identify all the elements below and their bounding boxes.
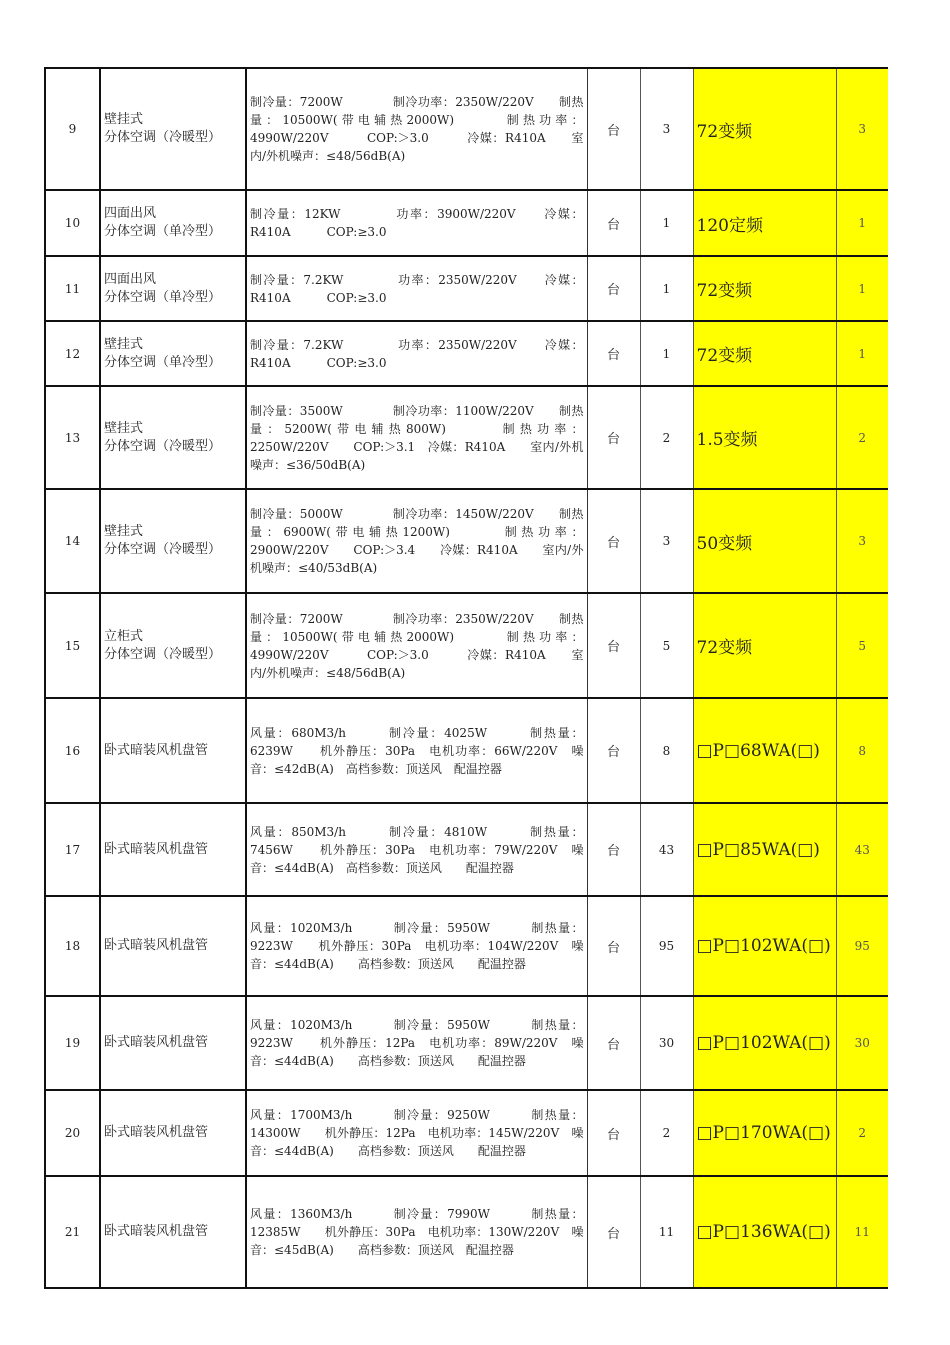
equipment-name-cell[interactable] xyxy=(100,190,246,256)
equipment-name-cell[interactable] xyxy=(100,593,246,698)
table-row xyxy=(45,896,888,996)
confirmed-quantity-cell[interactable]: 95 xyxy=(836,896,888,996)
model-cell[interactable]: 1.5变频 xyxy=(693,386,836,489)
model-cell[interactable]: 120定频 xyxy=(693,190,836,256)
table-row xyxy=(45,386,888,489)
row-number-cell[interactable]: 12 xyxy=(45,321,100,386)
equipment-name-line: 分体空调（单冷型） xyxy=(104,354,222,370)
model-cell[interactable]: □P□102WA(□) xyxy=(693,896,836,996)
spec-cell[interactable]: 风量：680M3/h 制冷量：4025W 制热量：6239W 机外静压：30Pa 电机功率：66W/220V 噪音：≤42dB(A) 高档参数：顶送风 配温控器 xyxy=(246,698,587,803)
model-cell[interactable]: 72变频 xyxy=(693,256,836,321)
quantity-cell[interactable]: 2 xyxy=(640,1090,693,1176)
confirmed-quantity-cell[interactable]: 5 xyxy=(836,593,888,698)
equipment-name-cell[interactable] xyxy=(100,896,246,996)
confirmed-quantity-cell[interactable]: 8 xyxy=(836,698,888,803)
confirmed-quantity-cell[interactable]: 2 xyxy=(836,1090,888,1176)
model-cell[interactable]: □P□136WA(□) xyxy=(693,1176,836,1288)
spec-cell[interactable]: 制冷量：12KW 功率：3900W/220V 冷媒：R410A COP:≥3.0 xyxy=(246,190,587,256)
row-number-cell[interactable]: 19 xyxy=(45,996,100,1090)
spec-cell[interactable]: 风量：850M3/h 制冷量：4810W 制热量：7456W 机外静压：30Pa 电机功率：79W/220V 噪音：≤44dB(A) 高档参数：顶送风 配温控器 xyxy=(246,803,587,896)
row-number-cell[interactable]: 17 xyxy=(45,803,100,896)
quantity-cell[interactable]: 43 xyxy=(640,803,693,896)
quantity-cell[interactable]: 11 xyxy=(640,1176,693,1288)
confirmed-quantity-cell[interactable]: 1 xyxy=(836,190,888,256)
table-row xyxy=(45,1090,888,1176)
spec-cell[interactable]: 制冷量：5000W 制冷功率：1450W/220V 制热量：6900W(带电辅热1200W) 制热功率：2900W/220V COP:＞3.4 冷媒：R410A 室内/外机噪声：≤40/53dB(A) xyxy=(246,489,587,593)
row-number-cell[interactable]: 16 xyxy=(45,698,100,803)
equipment-name-line: 分体空调（单冷型） xyxy=(104,289,222,305)
table-body xyxy=(45,68,888,1288)
equipment-name-line: 壁挂式 xyxy=(104,524,144,539)
spec-cell[interactable]: 制冷量：7200W 制冷功率：2350W/220V 制热量：10500W(带电辅热2000W) 制热功率：4990W/220V COP:＞3.0 冷媒：R410A 室内/外机噪声：≤48/56dB(A) xyxy=(246,68,587,190)
equipment-name-cell[interactable] xyxy=(100,68,246,190)
equipment-name-line: 壁挂式 xyxy=(104,336,144,352)
unit-cell[interactable]: 台 xyxy=(587,190,640,256)
equipment-name-line: 卧式暗装风机盘管 xyxy=(104,938,209,953)
model-cell[interactable]: □P□85WA(□) xyxy=(693,803,836,896)
quantity-cell[interactable]: 30 xyxy=(640,996,693,1090)
equipment-name-line: 卧式暗装风机盘管 xyxy=(104,742,209,758)
equipment-name-line: 卧式暗装风机盘管 xyxy=(104,1125,209,1140)
equipment-name-line: 四面出风 xyxy=(104,206,157,221)
equipment-name-line: 卧式暗装风机盘管 xyxy=(104,1224,209,1239)
equipment-name-cell[interactable] xyxy=(100,996,246,1090)
row-number-cell[interactable]: 15 xyxy=(45,593,100,698)
row-number-cell[interactable]: 14 xyxy=(45,489,100,593)
confirmed-quantity-cell[interactable]: 1 xyxy=(836,256,888,321)
confirmed-quantity-cell[interactable]: 2 xyxy=(836,386,888,489)
unit-cell[interactable]: 台 xyxy=(587,489,640,593)
model-cell[interactable]: □P□68WA(□) xyxy=(693,698,836,803)
equipment-name-cell[interactable] xyxy=(100,489,246,593)
quantity-cell[interactable]: 1 xyxy=(640,256,693,321)
spec-cell[interactable]: 制冷量：3500W 制冷功率：1100W/220V 制热量：5200W(带电辅热800W) 制热功率：2250W/220V COP:＞3.1 冷媒：R410A 室内/外机噪声：≤36/50dB(A) xyxy=(246,386,587,489)
equipment-name-cell[interactable] xyxy=(100,386,246,489)
unit-cell[interactable]: 台 xyxy=(587,593,640,698)
unit-cell[interactable]: 台 xyxy=(587,1090,640,1176)
confirmed-quantity-cell[interactable]: 11 xyxy=(836,1176,888,1288)
spec-cell[interactable]: 风量：1700M3/h 制冷量：9250W 制热量：14300W 机外静压：12Pa 电机功率：145W/220V 噪音：≤44dB(A) 高档参数：顶送风 配温控器 xyxy=(246,1090,587,1176)
equipment-name-cell[interactable] xyxy=(100,1090,246,1176)
quantity-cell[interactable]: 5 xyxy=(640,593,693,698)
quantity-cell[interactable]: 95 xyxy=(640,896,693,996)
row-number-cell[interactable]: 21 xyxy=(45,1176,100,1288)
quantity-cell[interactable]: 3 xyxy=(640,68,693,190)
equipment-name-cell[interactable] xyxy=(100,256,246,321)
confirmed-quantity-cell[interactable]: 3 xyxy=(836,489,888,593)
unit-cell[interactable]: 台 xyxy=(587,896,640,996)
unit-cell[interactable]: 台 xyxy=(587,68,640,190)
equipment-name-cell[interactable] xyxy=(100,698,246,803)
row-number-cell[interactable]: 9 xyxy=(45,68,100,190)
table-row xyxy=(45,698,888,803)
table-row xyxy=(45,190,888,256)
quantity-cell[interactable]: 1 xyxy=(640,190,693,256)
equipment-name-cell[interactable] xyxy=(100,321,246,386)
table-row xyxy=(45,593,888,698)
spec-cell[interactable]: 制冷量：7.2KW 功率：2350W/220V 冷媒：R410A COP:≥3.0 xyxy=(246,256,587,321)
unit-cell[interactable]: 台 xyxy=(587,256,640,321)
equipment-name-line: 四面出风 xyxy=(104,271,157,287)
row-number-cell[interactable]: 18 xyxy=(45,896,100,996)
equipment-name-line: 卧式暗装风机盘管 xyxy=(104,1035,209,1050)
table-row xyxy=(45,256,888,321)
table-row xyxy=(45,68,888,190)
model-cell[interactable]: 72变频 xyxy=(693,593,836,698)
quantity-cell[interactable]: 1 xyxy=(640,321,693,386)
equipment-name-line: 分体空调（冷暖型） xyxy=(104,542,222,557)
unit-cell[interactable]: 台 xyxy=(587,321,640,386)
unit-cell[interactable]: 台 xyxy=(587,996,640,1090)
model-cell[interactable]: 72变频 xyxy=(693,68,836,190)
equipment-name-line: 分体空调（单冷型） xyxy=(104,224,222,239)
model-cell[interactable]: □P□170WA(□) xyxy=(693,1090,836,1176)
table-row xyxy=(45,1176,888,1288)
equipment-name-line: 分体空调（冷暖型） xyxy=(104,130,222,145)
spec-cell[interactable]: 风量：1360M3/h 制冷量：7990W 制热量：12385W 机外静压：30Pa 电机功率：130W/220V 噪音：≤45dB(A) 高档参数：顶送风 配温控器 xyxy=(246,1176,587,1288)
row-number-cell[interactable]: 20 xyxy=(45,1090,100,1176)
confirmed-quantity-cell[interactable]: 3 xyxy=(836,68,888,190)
equipment-name-line: 分体空调（冷暖型） xyxy=(104,646,222,662)
equipment-name-line: 壁挂式 xyxy=(104,420,144,436)
model-cell[interactable]: □P□102WA(□) xyxy=(693,996,836,1090)
unit-cell[interactable]: 台 xyxy=(587,386,640,489)
quantity-cell[interactable]: 3 xyxy=(640,489,693,593)
unit-cell[interactable]: 台 xyxy=(587,1176,640,1288)
confirmed-quantity-cell[interactable]: 1 xyxy=(836,321,888,386)
unit-cell[interactable]: 台 xyxy=(587,803,640,896)
equipment-name-cell[interactable] xyxy=(100,1176,246,1288)
equipment-name-line: 分体空调（冷暖型） xyxy=(104,438,222,454)
quantity-cell[interactable]: 2 xyxy=(640,386,693,489)
spec-cell[interactable]: 制冷量：7.2KW 功率：2350W/220V 冷媒：R410A COP:≥3.0 xyxy=(246,321,587,386)
table-row xyxy=(45,996,888,1090)
spec-cell[interactable]: 风量：1020M3/h 制冷量：5950W 制热量：9223W 机外静压：12Pa 电机功率：89W/220V 噪音：≤44dB(A) 高档参数：顶送风 配温控器 xyxy=(246,996,587,1090)
quantity-cell[interactable]: 8 xyxy=(640,698,693,803)
equipment-name-line: 壁挂式 xyxy=(104,112,144,127)
confirmed-quantity-cell[interactable]: 43 xyxy=(836,803,888,896)
confirmed-quantity-cell[interactable]: 30 xyxy=(836,996,888,1090)
equipment-table xyxy=(44,67,888,1289)
table-row xyxy=(45,489,888,593)
equipment-name-line: 卧式暗装风机盘管 xyxy=(104,841,209,857)
table-row xyxy=(45,803,888,896)
model-cell[interactable]: 50变频 xyxy=(693,489,836,593)
model-cell[interactable]: 72变频 xyxy=(693,321,836,386)
row-number-cell[interactable]: 11 xyxy=(45,256,100,321)
equipment-name-line: 立柜式 xyxy=(104,628,144,644)
table-row xyxy=(45,321,888,386)
spec-cell[interactable]: 制冷量：7200W 制冷功率：2350W/220V 制热量：10500W(带电辅热2000W) 制热功率：4990W/220V COP:＞3.0 冷媒：R410A 室内/外机噪声：≤48/56dB(A) xyxy=(246,593,587,698)
unit-cell[interactable]: 台 xyxy=(587,698,640,803)
row-number-cell[interactable]: 10 xyxy=(45,190,100,256)
equipment-name-cell[interactable] xyxy=(100,803,246,896)
row-number-cell[interactable]: 13 xyxy=(45,386,100,489)
spec-cell[interactable]: 风量：1020M3/h 制冷量：5950W 制热量：9223W 机外静压：30Pa 电机功率：104W/220V 噪音：≤44dB(A) 高档参数：顶送风 配温控器 xyxy=(246,896,587,996)
